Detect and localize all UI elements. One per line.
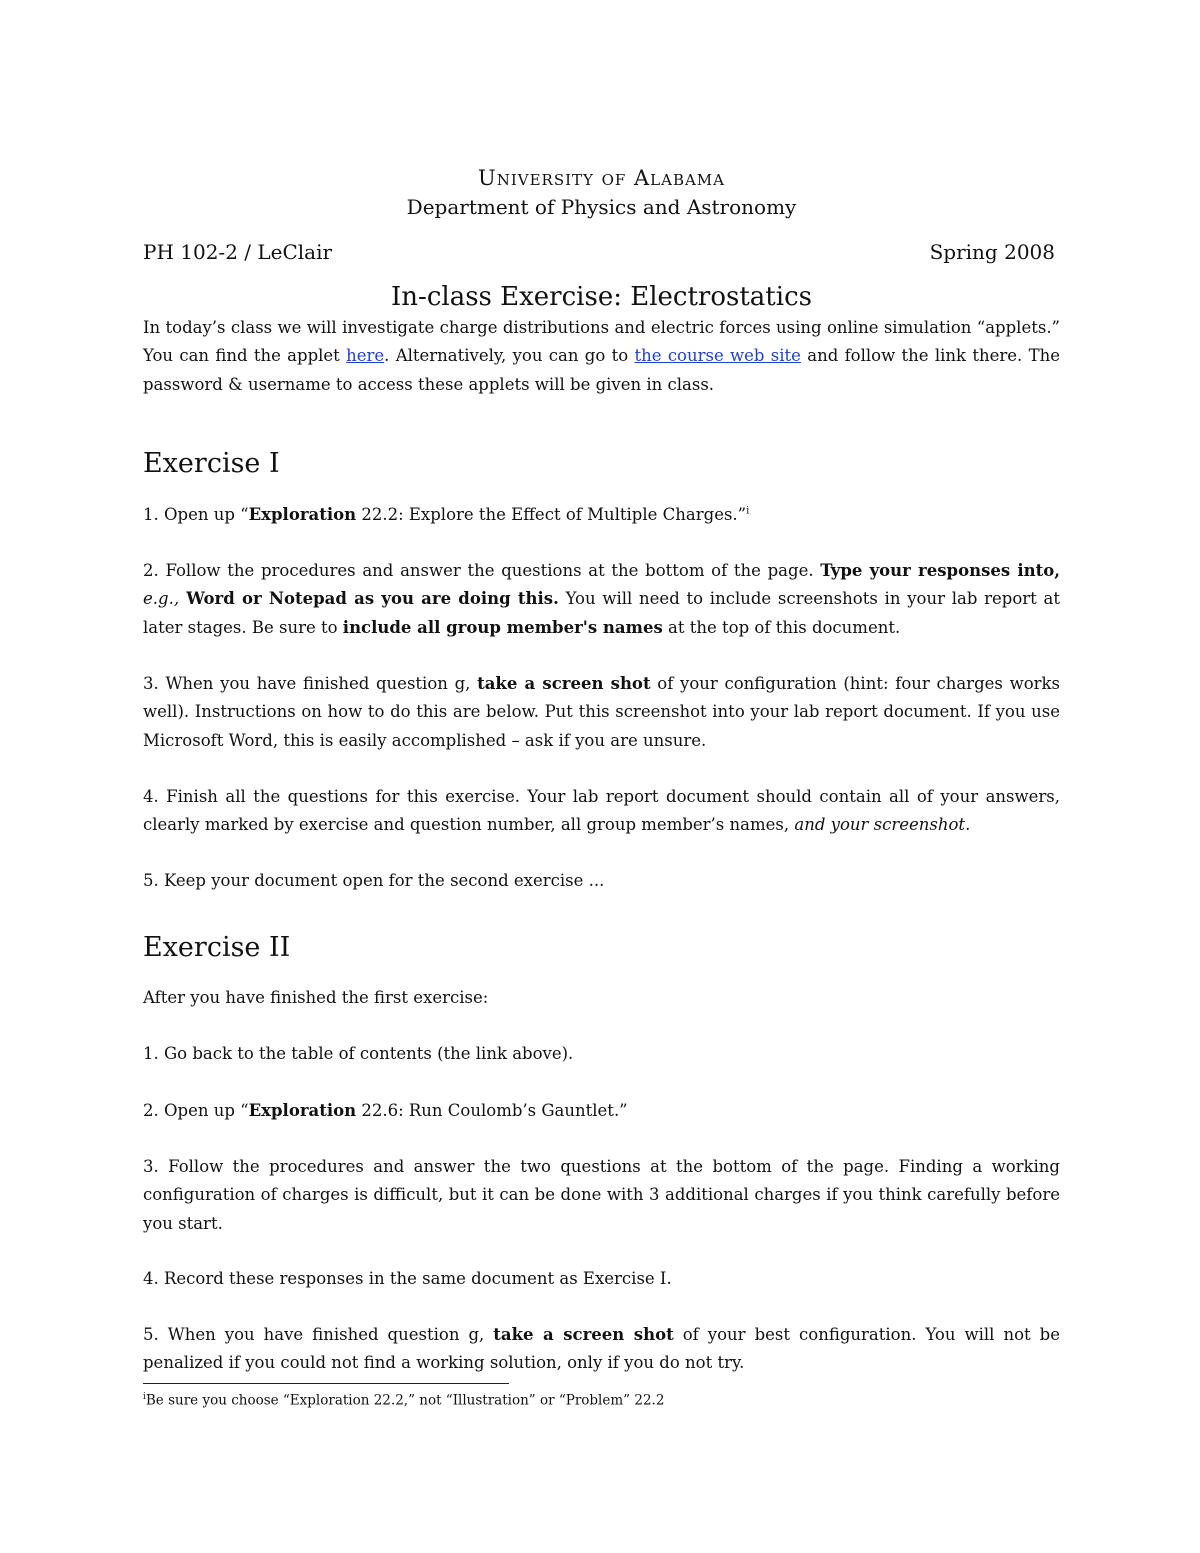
intro-paragraph [143, 314, 1060, 399]
exercise-1-item-4 [143, 783, 1060, 840]
exercise-2-item-5 [143, 1321, 1060, 1378]
item-text: 2. Follow the procedures and answer the questions at the bottom of the page. [143, 561, 821, 580]
item-bold: Exploration [248, 505, 357, 524]
course-row [143, 240, 1055, 264]
item-emphasis: e.g., [143, 589, 180, 609]
item-text: 22.2: Explore the Effect of Multiple Charges.” [356, 505, 747, 524]
term: Spring 2008 [929, 240, 1055, 264]
item-text: at the top of this document. [662, 617, 901, 637]
footnote-divider [143, 1383, 509, 1384]
exercise-2-heading: Exercise II [143, 932, 291, 963]
footnote-ref: i [746, 505, 750, 517]
item-text: 22.6: Run Coulomb’s Gauntlet.” [356, 1101, 628, 1120]
item-bold: take a screen shot [477, 674, 651, 693]
course-code: PH 102-2 / LeClair [143, 240, 333, 264]
footnote-text: Be sure you choose “Exploration 22.2,” not “Illustration” or “Problem” 22.2 [145, 1392, 665, 1409]
footnote [143, 1387, 664, 1411]
item-bold: Type your responses into, [820, 561, 1060, 580]
item-text: of your best configuration. You will not be penalized if you could not find a working solution, only if you do not try. [143, 1325, 1060, 1373]
footnote-mark: i [143, 1392, 146, 1402]
applet-link[interactable]: here [346, 346, 385, 366]
item-text: You will need to include screenshots in your lab report at later stages. Be sure to [143, 589, 1061, 637]
item-text: . [965, 815, 971, 835]
item-text: 1. Open up “ [143, 505, 249, 524]
exercise-1-item-2 [143, 557, 1060, 642]
item-bold: include all group member's names [342, 617, 663, 637]
exercise-2-item-2 [143, 1097, 1060, 1125]
intro-text: In today’s class we will investigate charge distributions and electric forces using online simulation “applets.” You can find the applet [143, 318, 1060, 366]
intro-text: . Alternatively, you can go to [384, 346, 635, 366]
item-bold: take a screen shot [493, 1325, 674, 1344]
item-bold: Word or Notepad as you are doing this. [179, 589, 559, 609]
item-text: 4. Finish all the questions for this exercise. Your lab report document should contain all of your answers, clearly marked by exercise and question number, all group member’s names, [143, 787, 1060, 835]
intro-text: and follow the link there. The password & username to access these applets will be given in class. [143, 346, 1060, 394]
item-text: 5. When you have finished question g, [143, 1325, 494, 1344]
item-text: of your configuration (hint: four charges works well). Instructions on how to do this are below. Put this screenshot into your lab report document. If you use Microsoft Word, this is easily accomplished – ask if you are unsure. [143, 674, 1060, 750]
department-name: Department of Physics and Astronomy [406, 195, 797, 219]
course-web-site-link[interactable]: the course web site [634, 346, 801, 366]
exercise-2-item-3: 3. Follow the procedures and answer the two questions at the bottom of the page. Finding a working configuration of charges is difficult, but it can be done with 3 additional charges if you think carefully before you start. [143, 1157, 1060, 1233]
exercise-1-item-3 [143, 670, 1060, 755]
university-name: University of Alabama [478, 166, 725, 190]
exercise-1-heading: Exercise I [143, 448, 280, 479]
item-bold: Exploration [248, 1101, 357, 1120]
exercise-2-intro: After you have finished the first exercise: [143, 988, 489, 1007]
item-text: 2. Open up “ [143, 1101, 249, 1120]
exercise-1-item-5: 5. Keep your document open for the second exercise ... [143, 871, 605, 890]
exercise-2-item-4: 4. Record these responses in the same document as Exercise I. [143, 1269, 672, 1288]
document-title: In-class Exercise: Electrostatics [391, 282, 812, 312]
item-emphasis: and your screenshot [794, 815, 966, 835]
exercise-2-item-1: 1. Go back to the table of contents (the link above). [143, 1044, 574, 1063]
exercise-1-item-1 [143, 501, 1060, 529]
item-text: 3. When you have finished question g, [143, 674, 478, 693]
